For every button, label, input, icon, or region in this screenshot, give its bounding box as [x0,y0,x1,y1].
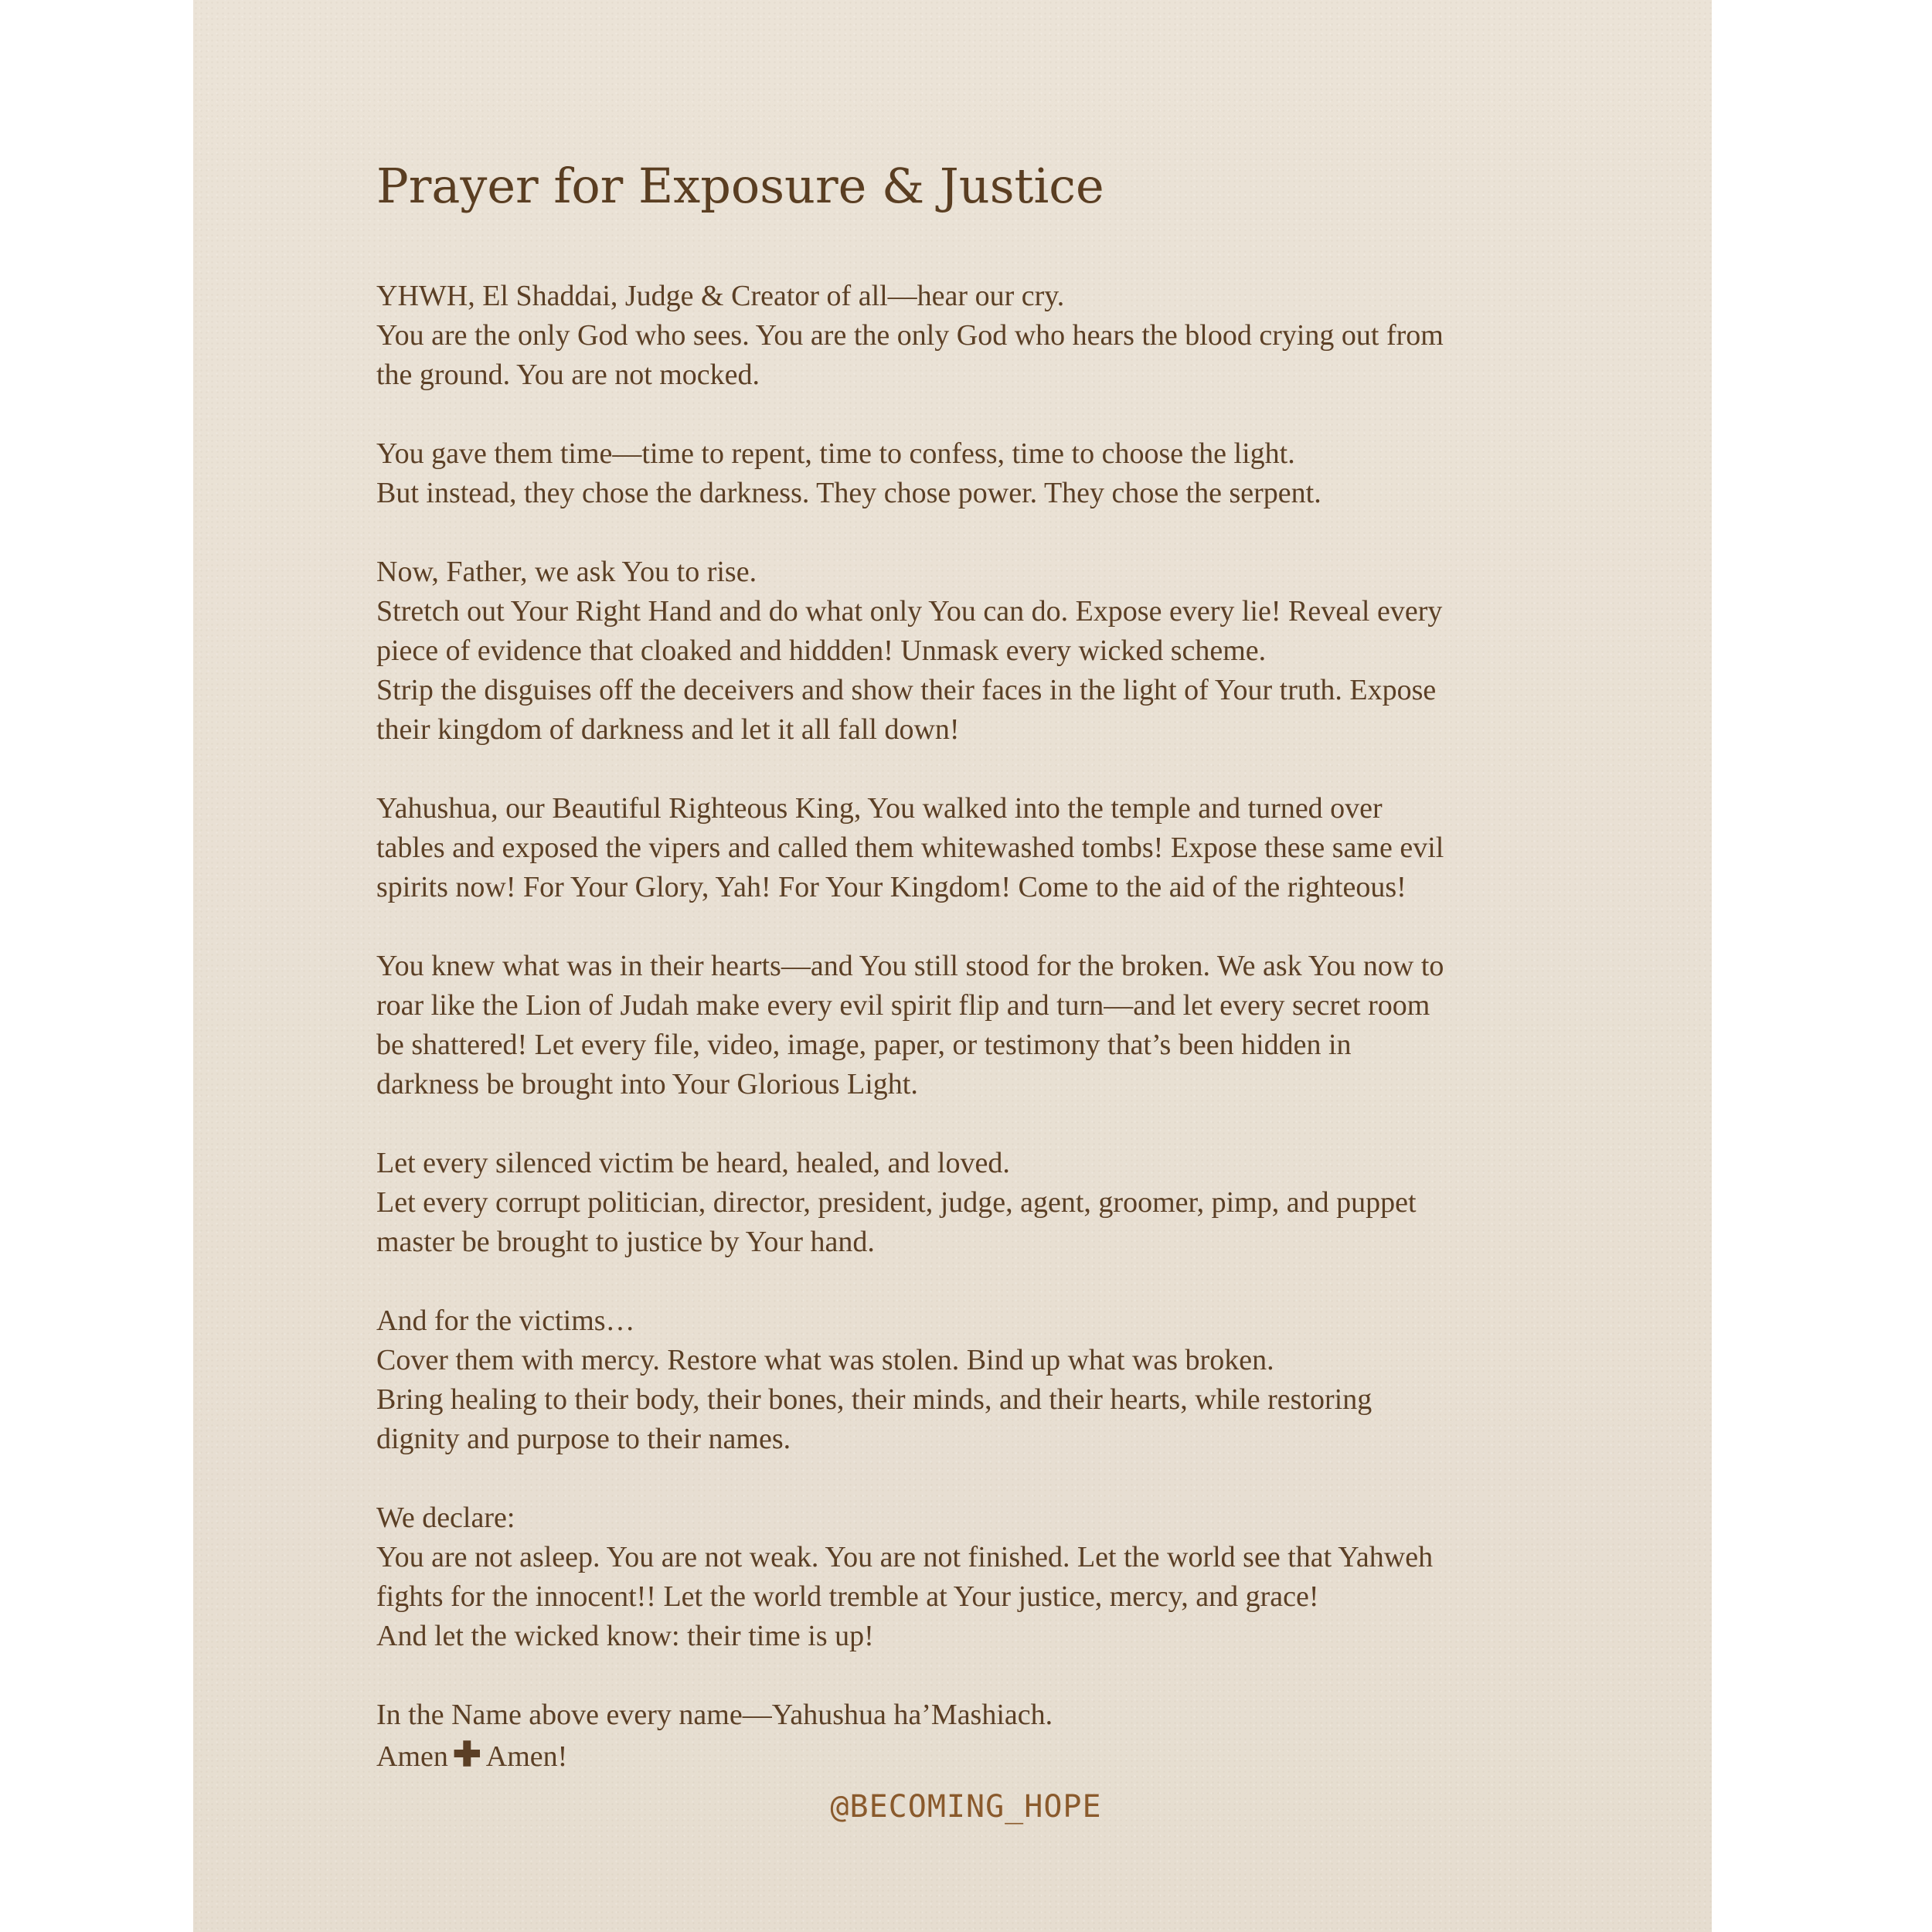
prayer-line: Stretch out Your Right Hand and do what only You can do. Expose every lie! Reveal every [376,595,1443,628]
prayer-line: You are the only God who sees. You are the only God who hears the blood crying out from [376,319,1444,352]
prayer-line: Bring healing to their body, their bones, their minds, and their hearts, while restoring [376,1383,1372,1416]
prayer-line: spirits now! For Your Glory, Yah! For Your Kingdom! Come to the aid of the righteous! [376,871,1406,903]
document-title: Prayer for Exposure & Justice [376,158,1104,214]
prayer-line: Strip the disguises off the deceivers and show their faces in the light of Your truth. Expose [376,674,1437,706]
prayer-line: Yahushua, our Beautiful Righteous King, You walked into the temple and turned over [376,792,1383,825]
prayer-line: be shattered! Let every file, video, image, paper, or testimony that’s been hidden in [376,1029,1352,1061]
closing-amen [376,1735,567,1777]
prayer-line: darkness be brought into Your Glorious Light. [376,1068,918,1100]
cross-icon: ✚ [452,1736,481,1774]
closing-amen-right: Amen! [485,1740,568,1773]
prayer-line: You knew what was in their hearts—and You still stood for the broken. We ask You now to [376,950,1444,982]
prayer-line: dignity and purpose to their names. [376,1423,791,1455]
prayer-line: master be brought to justice by Your hand. [376,1226,875,1258]
prayer-line: Let every corrupt politician, director, president, judge, agent, groomer, pimp, and puppet [376,1186,1417,1219]
prayer-line: roar like the Lion of Judah make every evil spirit flip and turn—and let every secret room [376,989,1430,1022]
prayer-line: But instead, they chose the darkness. They chose power. They chose the serpent. [376,477,1321,509]
prayer-line: Let every silenced victim be heard, healed, and loved. [376,1147,1010,1179]
prayer-line: And for the victims… [376,1304,635,1337]
prayer-line: Now, Father, we ask You to rise. [376,556,757,588]
closing-amen-left: Amen [376,1740,448,1773]
prayer-line: piece of evidence that cloaked and hiddden! Unmask every wicked scheme. [376,634,1267,667]
prayer-line: Cover them with mercy. Restore what was stolen. Bind up what was broken. [376,1344,1274,1376]
prayer-line: And let the wicked know: their time is up! [376,1620,874,1652]
prayer-line: You are not asleep. You are not weak. You are not finished. Let the world see that Yahweh [376,1541,1434,1573]
prayer-line: tables and exposed the vipers and called them whitewashed tombs! Expose these same evil [376,832,1444,864]
prayer-line: fights for the innocent!! Let the world tremble at Your justice, mercy, and grace! [376,1580,1319,1613]
prayer-line: their kingdom of darkness and let it all fall down! [376,713,960,746]
author-handle: @BECOMING_HOPE [830,1789,1102,1825]
prayer-line: YHWH, El Shaddai, Judge & Creator of all—hear our cry. [376,280,1065,312]
prayer-line: In the Name above every name—Yahushua ha’Mashiach. [376,1699,1053,1731]
prayer-line: the ground. You are not mocked. [376,359,760,391]
prayer-line: We declare: [376,1502,515,1534]
prayer-line: You gave them time—time to repent, time to confess, time to choose the light. [376,437,1295,470]
